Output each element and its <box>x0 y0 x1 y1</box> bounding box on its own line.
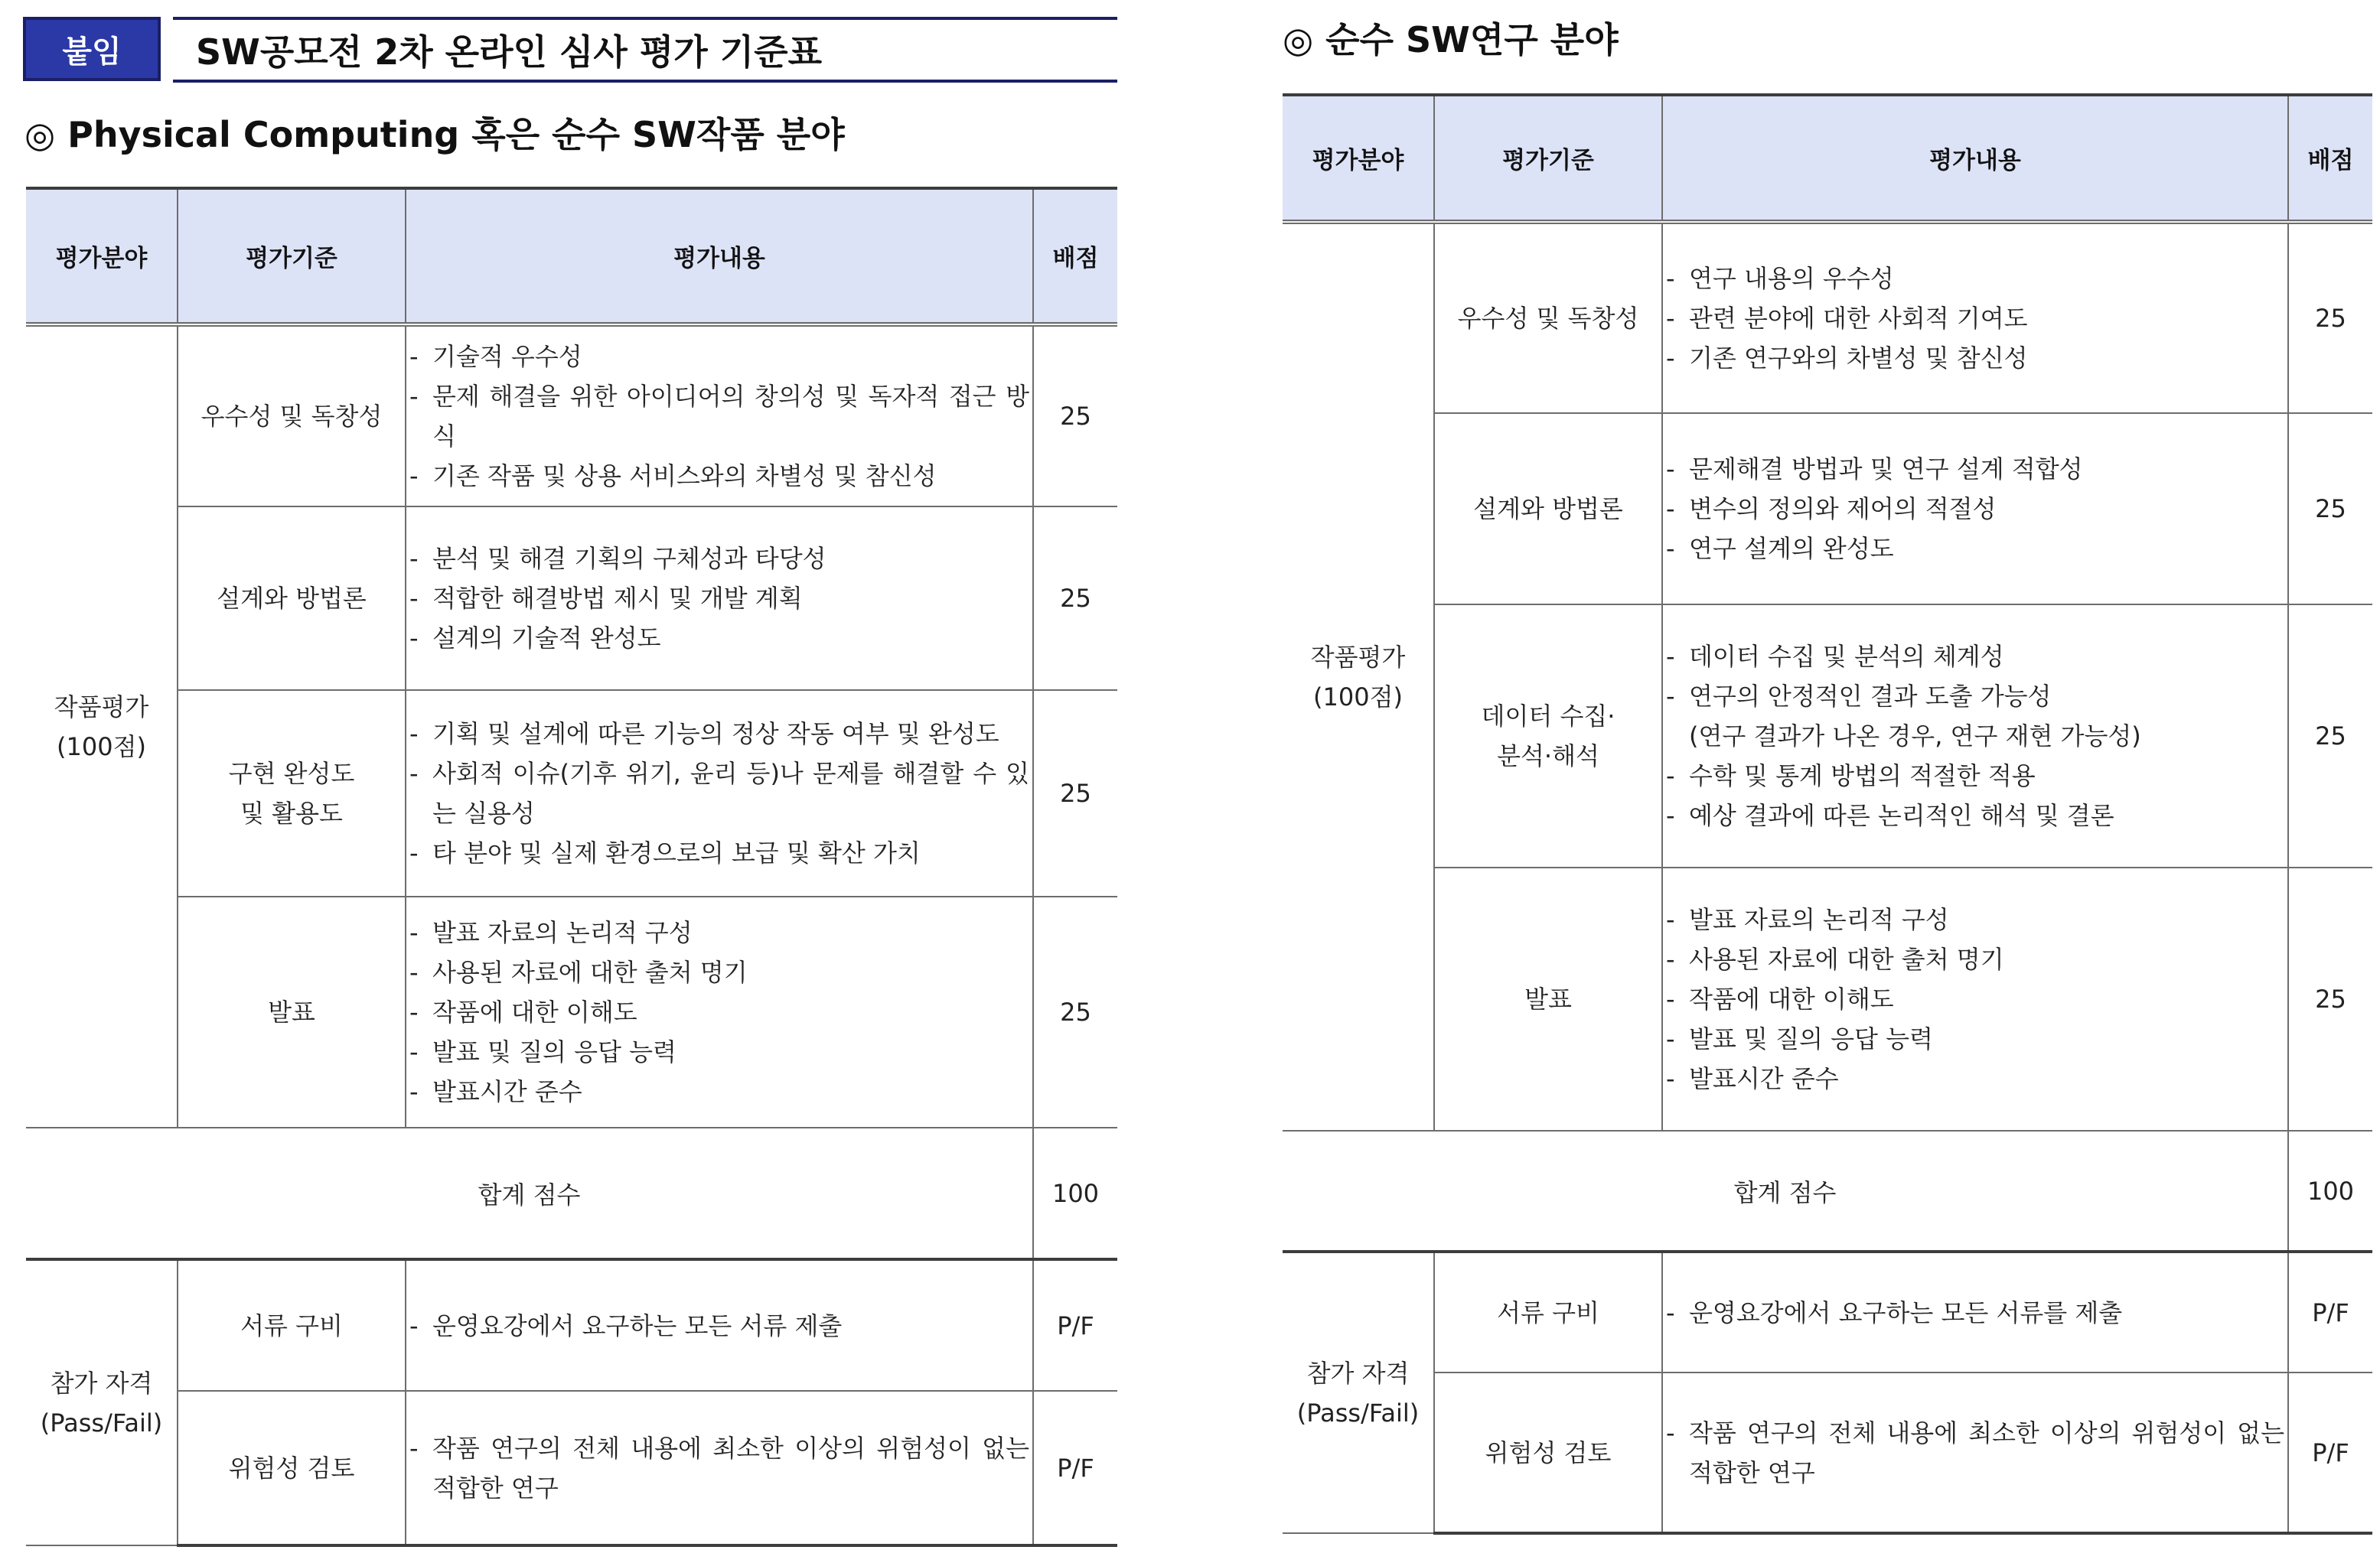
qualification-category-cell: 참가 자격 (Pass/Fail) <box>1283 1252 1434 1533</box>
content-cell <box>406 324 1033 506</box>
section-title-sw-research: ◎ 순수 SW연구 분야 <box>1283 19 1619 60</box>
content-cell <box>1662 1373 2288 1533</box>
total-score: 100 <box>2288 1131 2372 1252</box>
list-item: - 변수의 정의와 제어의 적절성 <box>1666 494 1997 523</box>
list-item: - 데이터 수집 및 분석의 체계성 <box>1666 642 2004 671</box>
score-cell: 25 <box>1033 324 1117 506</box>
table-row <box>26 1259 1117 1391</box>
total-score: 100 <box>1033 1128 1117 1259</box>
list-item: - 기술적 우수성 <box>409 342 582 371</box>
total-label: 합계 점수 <box>1283 1131 2288 1252</box>
document-title: SW공모전 2차 온라인 심사 평가 기준표 <box>196 31 823 73</box>
attachment-badge: 붙임 <box>23 17 161 81</box>
list-item: (연구 결과가 나온 경우, 연구 재현 가능성) <box>1689 721 2141 751</box>
score-cell: P/F <box>1033 1391 1117 1545</box>
criterion-cell: 서류 구비 <box>1434 1252 1662 1373</box>
list-item: - 연구의 안정적인 결과 도출 가능성 <box>1666 682 2052 711</box>
content-cell <box>406 690 1033 897</box>
header-content: 평가내용 <box>406 188 1033 324</box>
criterion-cell: 설계와 방법론 <box>178 506 406 690</box>
content-cell <box>406 1259 1033 1391</box>
score-cell: 25 <box>2288 868 2372 1131</box>
header-criterion: 평가기준 <box>178 188 406 324</box>
content-cell <box>1662 222 2288 413</box>
criterion-cell: 우수성 및 독창성 <box>178 324 406 506</box>
list-item: - 사용된 자료에 대한 출처 명기 <box>1666 945 2004 974</box>
content-cell <box>1662 868 2288 1131</box>
criterion-cell: 서류 구비 <box>178 1259 406 1391</box>
evaluation-table-sw-research <box>1283 93 2372 1535</box>
list-item: - 사회적 이슈(기후 위기, 윤리 등)나 문제를 해결할 수 있는 실용성 <box>409 759 1029 828</box>
section-title-physical-computing: ◎ Physical Computing 혹은 순수 SW작품 분야 <box>24 114 845 155</box>
category-cell: 작품평가 (100점) <box>1283 222 1434 1131</box>
table-row <box>26 690 1117 897</box>
list-item: - 운영요강에서 요구하는 모든 서류를 제출 <box>1666 1298 2123 1327</box>
score-cell: 25 <box>2288 604 2372 868</box>
list-item: - 발표 및 질의 응답 능력 <box>409 1037 677 1066</box>
content-cell <box>406 506 1033 690</box>
header-content: 평가내용 <box>1662 95 2288 222</box>
criterion-cell: 우수성 및 독창성 <box>1434 222 1662 413</box>
criterion-cell: 발표 <box>178 897 406 1128</box>
list-item: - 기존 연구와의 차별성 및 참신성 <box>1666 344 2028 373</box>
content-cell <box>406 1391 1033 1545</box>
document-header <box>23 17 1117 87</box>
list-item: - 연구 설계의 완성도 <box>1666 534 1894 563</box>
table-row <box>1283 1373 2372 1533</box>
list-item: - 작품 연구의 전체 내용에 최소한 이상의 위험성이 없는 적합한 연구 <box>1666 1418 2284 1487</box>
evaluation-table-physical-computing <box>26 187 1117 1547</box>
list-item: - 문제 해결을 위한 아이디어의 창의성 및 독자적 접근 방식 <box>409 382 1029 451</box>
list-item: - 분석 및 해결 기획의 구체성과 타당성 <box>409 544 826 573</box>
list-item: - 문제해결 방법과 및 연구 설계 적합성 <box>1666 454 2083 484</box>
header-score: 배점 <box>1033 188 1117 324</box>
list-item: - 관련 분야에 대한 사회적 기여도 <box>1666 304 2028 333</box>
document-title-box <box>173 17 1117 83</box>
list-item: - 타 분야 및 실제 환경으로의 보급 및 확산 가치 <box>409 838 921 868</box>
criterion-cell: 발표 <box>1434 868 1662 1131</box>
table-row <box>26 897 1117 1128</box>
criterion-cell: 위험성 검토 <box>178 1391 406 1545</box>
criterion-cell: 위험성 검토 <box>1434 1373 1662 1533</box>
score-cell: P/F <box>2288 1373 2372 1533</box>
list-item: - 발표 및 질의 응답 능력 <box>1666 1024 1933 1053</box>
header-score: 배점 <box>2288 95 2372 222</box>
criterion-cell: 구현 완성도 및 활용도 <box>178 690 406 897</box>
header-category: 평가분야 <box>1283 95 1434 222</box>
score-cell: P/F <box>1033 1259 1117 1391</box>
table-row <box>26 506 1117 690</box>
score-cell: 25 <box>1033 897 1117 1128</box>
score-cell: 25 <box>2288 222 2372 413</box>
list-item: - 발표시간 준수 <box>1666 1064 1839 1093</box>
total-label: 합계 점수 <box>26 1128 1033 1259</box>
list-item: - 운영요강에서 요구하는 모든 서류 제출 <box>409 1311 843 1340</box>
criterion-cell: 데이터 수집· 분석·해석 <box>1434 604 1662 868</box>
list-item: - 사용된 자료에 대한 출처 명기 <box>409 958 748 987</box>
list-item: - 발표시간 준수 <box>409 1077 582 1106</box>
category-cell: 작품평가 (100점) <box>26 324 178 1128</box>
content-cell <box>1662 604 2288 868</box>
list-item: - 기존 작품 및 상용 서비스와의 차별성 및 참신성 <box>409 461 937 490</box>
score-cell: 25 <box>1033 690 1117 897</box>
table-row <box>1283 413 2372 604</box>
qualification-category-cell: 참가 자격 (Pass/Fail) <box>26 1259 178 1545</box>
header-category: 평가분야 <box>26 188 178 324</box>
list-item: - 발표 자료의 논리적 구성 <box>1666 905 1949 934</box>
list-item: - 예상 결과에 따른 논리적인 해석 및 결론 <box>1666 801 2114 830</box>
table-row <box>1283 1252 2372 1373</box>
table-row <box>26 1391 1117 1545</box>
list-item: - 발표 자료의 논리적 구성 <box>409 918 693 947</box>
table-row <box>1283 868 2372 1131</box>
table-row <box>1283 222 2372 413</box>
content-cell <box>1662 413 2288 604</box>
table-row <box>1283 604 2372 868</box>
content-cell <box>406 897 1033 1128</box>
content-cell <box>1662 1252 2288 1373</box>
table-row <box>26 324 1117 506</box>
criterion-cell: 설계와 방법론 <box>1434 413 1662 604</box>
score-cell: 25 <box>2288 413 2372 604</box>
list-item: - 기획 및 설계에 따른 기능의 정상 작동 여부 및 완성도 <box>409 719 999 748</box>
total-row <box>1283 1131 2372 1252</box>
list-item: - 연구 내용의 우수성 <box>1666 264 1894 293</box>
list-item: - 적합한 해결방법 제시 및 개발 계획 <box>409 584 803 613</box>
list-item: - 작품에 대한 이해도 <box>409 998 637 1027</box>
total-row <box>26 1128 1117 1259</box>
score-cell: P/F <box>2288 1252 2372 1373</box>
list-item: - 수학 및 통계 방법의 적절한 적용 <box>1666 761 2036 790</box>
list-item: - 설계의 기술적 완성도 <box>409 624 661 653</box>
list-item: - 작품 연구의 전체 내용에 최소한 이상의 위험성이 없는 적합한 연구 <box>409 1433 1029 1503</box>
score-cell: 25 <box>1033 506 1117 690</box>
header-criterion: 평가기준 <box>1434 95 1662 222</box>
list-item: - 작품에 대한 이해도 <box>1666 985 1894 1014</box>
